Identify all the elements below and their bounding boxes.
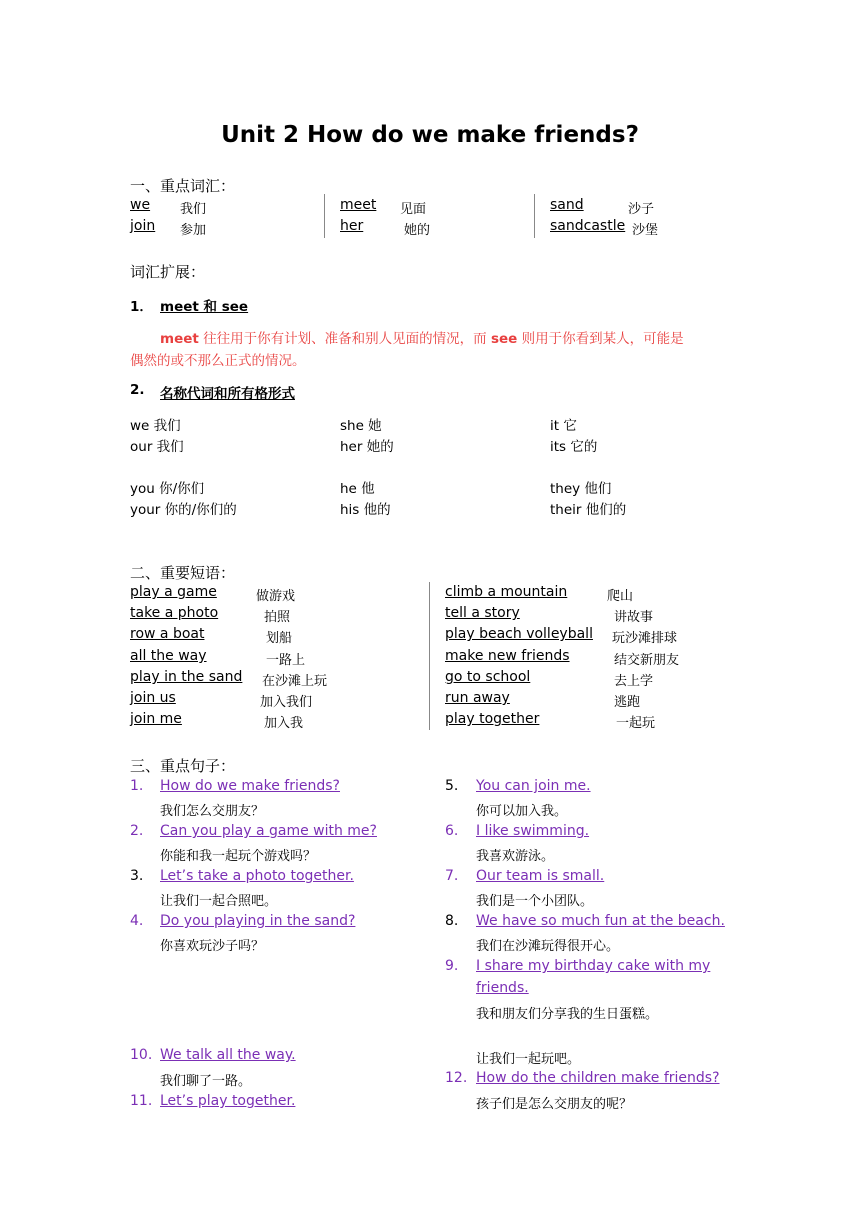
pronoun: your 你的/你们的 [130, 502, 237, 518]
pronoun: our 我们 [130, 439, 184, 455]
phrase: row a boat [130, 626, 205, 642]
sentence-number: 10. [130, 1047, 153, 1063]
pronoun: she 她 [340, 418, 382, 434]
sentence-number: 11. [130, 1093, 153, 1109]
explanation-text: 往往用于你有计划、准备和别人见面的情况，而 [198, 331, 491, 347]
sentence-number: 4. [130, 913, 144, 929]
phrase-meaning: 加入我们 [260, 695, 313, 710]
phrase-meaning: 在沙滩上玩 [262, 674, 328, 689]
sentence-zh: 我们怎么交朋友？ [160, 804, 265, 819]
phrase: go to school [445, 669, 531, 685]
vocab-meaning: 见面 [400, 202, 427, 217]
sentence-number: 1. [130, 778, 144, 794]
sentence-en: We talk all the way. [160, 1047, 296, 1063]
phrase-meaning: 结交新朋友 [614, 653, 680, 668]
section-heading-vocabulary: 一、重点词汇： [130, 177, 236, 195]
vocab-meaning: 她的 [404, 223, 431, 238]
sentence-en: Let’s take a photo together. [160, 868, 354, 884]
vocab-word: sandcastle [550, 218, 626, 234]
pronoun: their 他们的 [550, 502, 627, 518]
sentence-zh: 孩子们是怎么交朋友的呢？ [476, 1097, 633, 1112]
sentence-zh: 让我们一起合照吧。 [160, 894, 278, 909]
sentence-zh: 你能和我一起玩个游戏吗？ [160, 849, 317, 864]
phrase: take a photo [130, 605, 219, 621]
phrase: play in the sand [130, 669, 243, 685]
pronoun: we 我们 [130, 418, 181, 434]
column-divider [534, 194, 535, 238]
phrase-meaning: 逃跑 [614, 695, 641, 710]
sentence-zh: 我和朋友们分享我的生日蛋糕。 [476, 1007, 659, 1022]
phrase-meaning: 去上学 [614, 674, 654, 689]
column-divider [324, 194, 325, 238]
section-heading-expansion: 词汇扩展： [130, 263, 206, 281]
sentence-number: 6. [445, 823, 459, 839]
sentence-en: Our team is small. [476, 868, 605, 884]
keyword: meet [160, 331, 199, 347]
vocab-word: her [340, 218, 364, 234]
vocab-meaning: 参加 [180, 223, 207, 238]
sentence-number: 9. [445, 958, 459, 974]
sentence-en: friends. [476, 980, 529, 996]
sentence-en: You can join me. [476, 778, 591, 794]
keyword: see [490, 331, 518, 347]
sentence-zh: 你喜欢玩沙子吗？ [160, 939, 265, 954]
sentence-zh: 我们在沙滩玩得很开心。 [476, 939, 620, 954]
pronoun: his 他的 [340, 502, 391, 518]
phrase: play beach volleyball [445, 626, 593, 642]
explanation-line [160, 327, 684, 347]
sentence-en: I like swimming. [476, 823, 590, 839]
phrase: tell a story [445, 605, 520, 621]
sentence-number: 3. [130, 868, 144, 884]
phrase: play a game [130, 584, 217, 600]
phrase: play together [445, 711, 540, 727]
sentence-zh: 你可以加入我。 [476, 804, 568, 819]
sentence-number: 7. [445, 868, 459, 884]
sentence-zh: 我们聊了一路。 [160, 1074, 252, 1089]
phrase-meaning: 做游戏 [256, 589, 296, 604]
phrase-meaning: 一路上 [266, 653, 306, 668]
sentence-zh: 我喜欢游泳。 [476, 849, 555, 864]
sentence-zh: 我们是一个小团队。 [476, 894, 594, 909]
phrase-meaning: 玩沙滩排球 [612, 631, 678, 646]
phrase: all the way [130, 648, 207, 664]
vocab-meaning: 我们 [180, 202, 207, 217]
explanation-line: 偶然的或不那么正式的情况。 [130, 353, 306, 369]
item-number: 2. [130, 382, 145, 398]
pronoun: they 他们 [550, 481, 612, 497]
item-title: 名称代词和所有格形式 [160, 386, 295, 402]
vocab-word: we [130, 197, 151, 213]
phrase: climb a mountain [445, 584, 568, 600]
column-divider [429, 582, 430, 730]
pronoun: it 它 [550, 418, 577, 434]
sentence-en: Let’s play together. [160, 1093, 296, 1109]
phrase: join me [130, 711, 182, 727]
phrase-meaning: 加入我 [264, 716, 304, 731]
explanation-text: 则用于你看到某人，可能是 [517, 331, 684, 347]
sentence-zh: 让我们一起玩吧。 [476, 1052, 581, 1067]
sentence-en: How do we make friends? [160, 778, 340, 794]
sentence-number: 12. [445, 1070, 468, 1086]
vocab-meaning: 沙堡 [632, 223, 659, 238]
page-title: Unit 2 How do we make friends? [221, 122, 639, 148]
pronoun: you 你/你们 [130, 481, 205, 497]
pronoun: her 她的 [340, 439, 394, 455]
section-heading-phrases: 二、重要短语： [130, 564, 236, 582]
section-heading-sentences: 三、重点句子： [130, 757, 236, 775]
vocab-word: join [130, 218, 156, 234]
vocab-word: meet [340, 197, 377, 213]
phrase: join us [130, 690, 176, 706]
vocab-meaning: 沙子 [628, 202, 655, 217]
sentence-number: 5. [445, 778, 459, 794]
pronoun: he 他 [340, 481, 375, 497]
phrase: run away [445, 690, 510, 706]
phrase-meaning: 爬山 [607, 589, 634, 604]
pronoun: its 它的 [550, 439, 598, 455]
phrase-meaning: 拍照 [264, 610, 291, 625]
vocab-word: sand [550, 197, 584, 213]
sentence-number: 2. [130, 823, 144, 839]
phrase: make new friends [445, 648, 570, 664]
sentence-en: Do you playing in the sand? [160, 913, 356, 929]
sentence-en: Can you play a game with me? [160, 823, 377, 839]
item-number: 1． [130, 299, 153, 315]
phrase-meaning: 一起玩 [616, 716, 656, 731]
sentence-en: We have so much fun at the beach. [476, 913, 725, 929]
phrase-meaning: 讲故事 [614, 610, 654, 625]
sentence-en: How do the children make friends? [476, 1070, 720, 1086]
phrase-meaning: 划船 [266, 631, 293, 646]
sentence-number: 8. [445, 913, 459, 929]
item-title: meet 和 see [160, 299, 249, 315]
sentence-en: I share my birthday cake with my [476, 958, 711, 974]
